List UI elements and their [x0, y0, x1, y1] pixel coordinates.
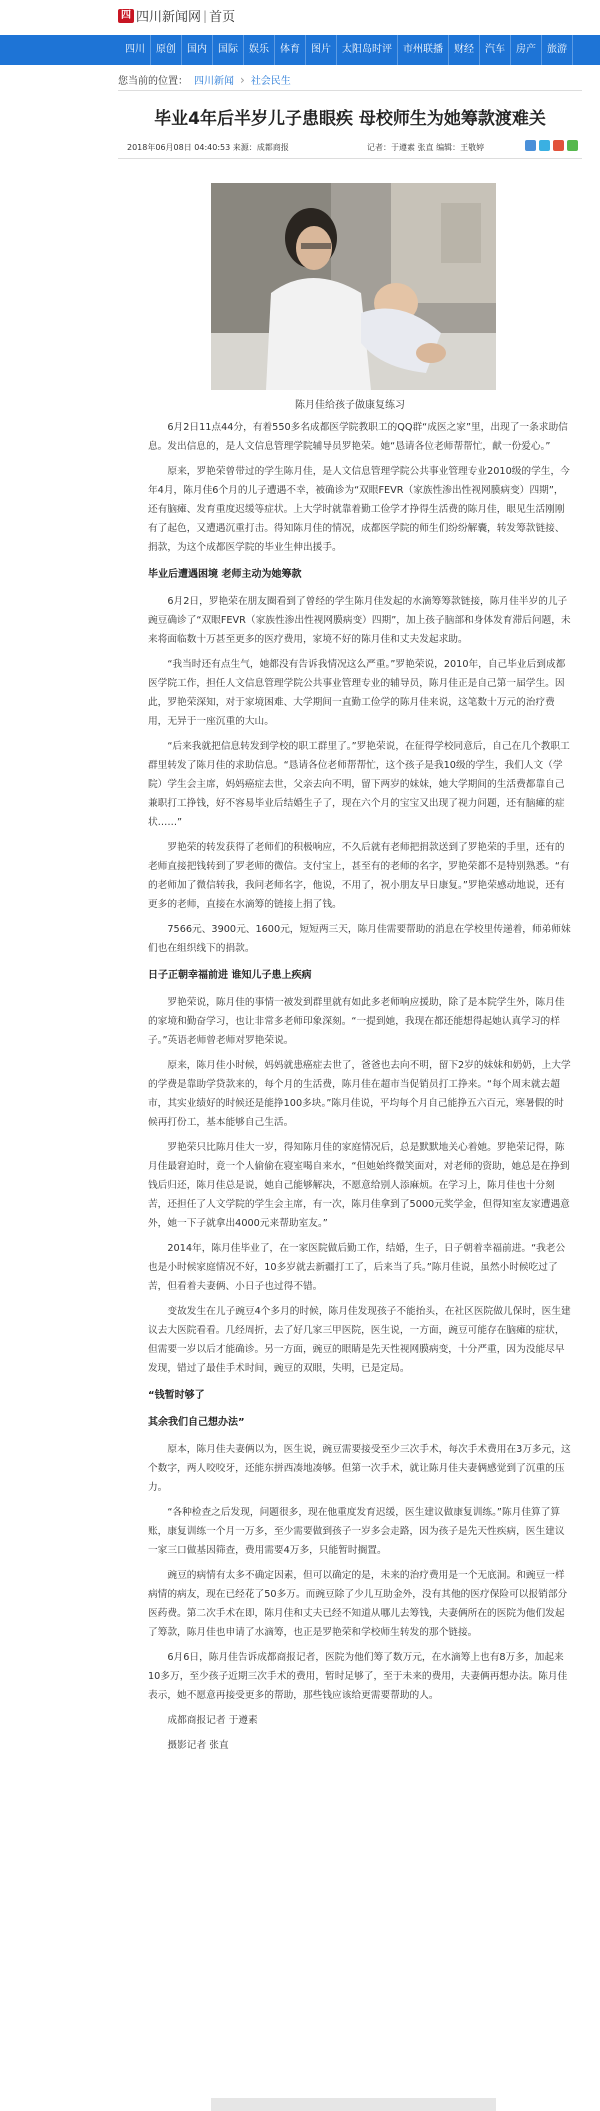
nav-item[interactable]: 体育	[275, 35, 306, 65]
article-paragraph: 6月2日，罗艳荣在朋友圈看到了曾经的学生陈月佳发起的水滴筹筹款链接，陈月佳半岁的儿子豌豆确诊了“双眼FEVR（家族性渗出性视网膜病变）四期”，加上孩子脑部和身体发育滞后问题，未来将面临数十万甚至更多的医疗费用，家境不好的陈月佳和丈夫发起求助。	[148, 596, 571, 645]
article-reporters: 记者：于遵素 张直 编辑：王敬婷	[367, 143, 485, 152]
site-logo[interactable]	[118, 6, 235, 25]
breadcrumb-arrow-icon: ›	[240, 72, 245, 87]
meta-divider	[118, 158, 582, 159]
article-paragraph: 7566元、3900元、1600元，短短两三天，陈月佳需要帮助的消息在学校里传递着，师弟师妹们也在组织线下的捐款。	[148, 924, 571, 954]
nav-item[interactable]: 财经	[449, 35, 480, 65]
article-paragraph: 成都商报记者 于遵素	[167, 1715, 258, 1726]
main-nav	[0, 35, 600, 65]
nav-item[interactable]: 房产	[511, 35, 542, 65]
article-photo	[211, 183, 496, 390]
nav-item[interactable]: 太阳岛时评	[337, 35, 398, 65]
bottom-photo	[211, 2098, 496, 2111]
share-plus-icon[interactable]	[525, 140, 536, 151]
section-heading: 日子正朝幸福前进 谁知儿子患上疾病	[148, 970, 312, 981]
nav-item[interactable]: 图片	[306, 35, 337, 65]
share-wechat-icon[interactable]	[567, 140, 578, 151]
article-paragraph: “各种检查之后发现，问题很多，现在他重度发育迟缓，医生建议做康复训练。”陈月佳算了算账，康复训练一个月一万多，至少需要做到孩子一岁多会走路，因为孩子是先天性疾病，医生建议一家三口做基因筛查，费用需要4万多，只能暂时搁置。	[148, 1507, 565, 1556]
breadcrumb	[118, 72, 291, 87]
logo-text: 四川新闻网	[136, 10, 202, 25]
home-link[interactable]: 首页	[209, 10, 236, 25]
article-paragraph: 摄影记者 张直	[167, 1740, 229, 1751]
section-heading: 其余我们自己想办法”	[148, 1417, 245, 1428]
nav-item[interactable]: 市州联播	[398, 35, 449, 65]
photo-illustration	[211, 183, 496, 390]
article-paragraph: 6月2日11点44分，有着550多名成都医学院教职工的QQ群“成医之家”里，出现了一条求助信息。发出信息的，是人文信息管理学院辅导员罗艳荣。她“恳请各位老师帮帮忙，献一份爱心。”	[148, 422, 568, 452]
article-paragraph: 2014年，陈月佳毕业了，在一家医院做后勤工作，结婚，生子，日子朝着幸福前进。“我老公也是小时候家庭情况不好，10多岁就去新疆打工了，后来当了兵。”陈月佳说，虽然小时候吃过了苦，但看着夫妻俩、小日子也过得不错。	[148, 1243, 566, 1292]
article-body	[148, 418, 572, 1761]
nav-item[interactable]: 原创	[151, 35, 182, 65]
article-paragraph: 原来，陈月佳小时候，妈妈就患癌症去世了，爸爸也去向不明，留下2岁的妹妹和奶奶，上大学的学费是靠助学贷款来的，每个月的生活费，陈月佳在超市当促销员打工挣来。“每个周末就去超市，其实业绩好的时候还是能挣100多块。”陈月佳说，平均每个月自己能挣五六百元，寒暑假的时候再打份工，基本能够自己生活。	[148, 1060, 571, 1128]
article-paragraph: 变故发生在儿子豌豆4个多月的时候，陈月佳发现孩子不能抬头，在社区医院做儿保时，医生建议去大医院看看。几经周折，去了好几家三甲医院，医生说，一方面，豌豆可能存在脑瘫的症状，但需要一岁以后才能确诊。另一方面，豌豆的眼睛是先天性视网膜病变，十分严重，因为没能尽早发现，错过了最佳手术时间，豌豆的双眼，失明，已是定局。	[148, 1306, 571, 1374]
breadcrumb-prefix: 您当前的位置：	[118, 76, 188, 87]
breadcrumb-link-sichuan[interactable]: 四川新闻	[194, 76, 234, 87]
article-date: 2018年06月08日 04:40:53	[127, 143, 231, 152]
section-heading: 毕业后遭遇困境 老师主动为她筹款	[148, 569, 302, 580]
article-paragraph: 罗艳荣说，陈月佳的事情一被发到群里就有如此多老师响应援助，除了是本院学生外，陈月佳的家境和勤奋学习，也让非常多老师印象深刻。“一提到她，我现在都还能想得起她认真学习的样子。”英语老师曾老师对罗艳荣说。	[148, 997, 565, 1046]
nav-item[interactable]: 旅游	[542, 35, 573, 65]
nav-item[interactable]: 娱乐	[244, 35, 275, 65]
share-bar	[525, 140, 578, 151]
section-heading: “钱暂时够了	[148, 1390, 205, 1401]
article-source: 来源：成都商报	[232, 143, 289, 152]
article-title: 毕业4年后半岁儿子患眼疾 母校师生为她筹款渡难关	[154, 109, 546, 129]
nav-item[interactable]: 汽车	[480, 35, 511, 65]
share-qzone-icon[interactable]	[539, 140, 550, 151]
nav-item[interactable]: 四川	[120, 35, 151, 65]
logo-mark-icon: 四	[118, 9, 134, 23]
top-bar	[0, 0, 600, 26]
article-paragraph: 6月6日，陈月佳告诉成都商报记者，医院为他们筹了数万元，在水滴筹上也有8万多，加起来10多万，至少孩子近期三次手术的费用，暂时足够了，至于未来的费用，夫妻俩再想办法。陈月佳表示，她不愿意再接受更多的帮助，那些钱应该给更需要帮助的人。	[148, 1652, 568, 1701]
article-paragraph: “后来我就把信息转发到学校的职工群里了。”罗艳荣说，在征得学校同意后，自己在几个教职工群里转发了陈月佳的求助信息。“恳请各位老师帮帮忙，这个孩子是我10级的学生，我们人文（学院）学生会主席，妈妈癌症去世，父亲去向不明，留下两岁的妹妹，她大学期间的生活费都靠自己兼职打工挣钱，好不容易毕业后结婚生子了，现在六个月的宝宝又出现了视力问题，还有脑瘫的症状……”	[148, 741, 570, 828]
article-paragraph: “我当时还有点生气，她都没有告诉我情况这么严重。”罗艳荣说，2010年，自己毕业后到成都医学院工作，担任人文信息管理学院公共事业管理专业的辅导员，陈月佳正是自己第一届学生。因此，罗艳荣深知，对于家境困难、大学期间一直勤工俭学的陈月佳来说，这笔数十万元的治疗费用，无异于一座沉重的大山。	[148, 659, 566, 727]
article-paragraph: 罗艳荣的转发获得了老师们的积极响应，不久后就有老师把捐款送到了罗艳荣的手里，还有的老师直接把钱转到了罗老师的微信。支付宝上，甚至有的老师的名字，罗艳荣都不是特别熟悉。“有的老师加了微信转我，我问老师名字，他说，不用了，祝小朋友早日康复。”罗艳荣感动地说，还有更多的老师，直接在水滴筹的链接上捐了钱。	[148, 842, 570, 910]
photo-caption: 陈月佳给孩子做康复练习	[295, 400, 405, 411]
article-paragraph: 罗艳荣只比陈月佳大一岁，得知陈月佳的家庭情况后，总是默默地关心着她。罗艳荣记得，陈月佳最窘迫时，竟一个人偷偷在寝室喝自来水，“但她始终微笑面对，对老师的资助，她总是在挣到钱后归还，陈月佳总是说，她自己能够解决，不愿意给别人添麻烦。在学习上，陈月佳也十分刻苦，还担任了人文学院的学生会主席，有一次，陈月佳拿到了5000元奖学金，但得知室友家遭遇意外，她一下子就拿出4000元来帮助室友。”	[148, 1142, 570, 1229]
share-weibo-icon[interactable]	[553, 140, 564, 151]
nav-item[interactable]: 国际	[213, 35, 244, 65]
logo-separator: |	[203, 8, 208, 23]
article-paragraph: 原来，罗艳荣曾带过的学生陈月佳，是人文信息管理学院公共事业管理专业2010级的学生，今年4月，陈月佳6个月的儿子遭遇不幸，被确诊为“双眼FEVR（家族性渗出性视网膜病变）四期”，还有脑瘫、发育重度迟缓等症状。上大学时就靠着勤工俭学才挣得生活费的陈月佳，眼见生活刚刚有了起色，又遭遇沉重打击。得知陈月佳的情况，成都医学院的师生们纷纷解囊，转发筹款链接、捐款，为这个成都医学院的毕业生伸出援手。	[148, 466, 570, 553]
nav-item[interactable]: 国内	[182, 35, 213, 65]
breadcrumb-link-society[interactable]: 社会民生	[250, 76, 291, 87]
breadcrumb-divider	[118, 90, 582, 91]
article-paragraph: 豌豆的病情有太多不确定因素，但可以确定的是，未来的治疗费用是一个无底洞。和豌豆一样病情的病友，现在已经花了50多万。而豌豆除了少儿互助金外，没有其他的医疗保险可以报销部分医药费。第二次手术在即，陈月佳和丈夫已经不知道从哪儿去筹钱，夫妻俩所在的医院为他们发起了筹款，陈月佳也申请了水滴筹，也正是罗艳荣和学校师生转发的那个链接。	[148, 1570, 568, 1638]
article-paragraph: 原本，陈月佳夫妻俩以为，医生说，豌豆需要接受至少三次手术，每次手术费用在3万多元，这个数字，两人咬咬牙，还能东拼西凑地凑够。但第一次手术，就让陈月佳夫妻俩感觉到了沉重的压力。	[148, 1444, 571, 1493]
nav-items	[120, 35, 573, 65]
article-meta	[127, 142, 289, 153]
